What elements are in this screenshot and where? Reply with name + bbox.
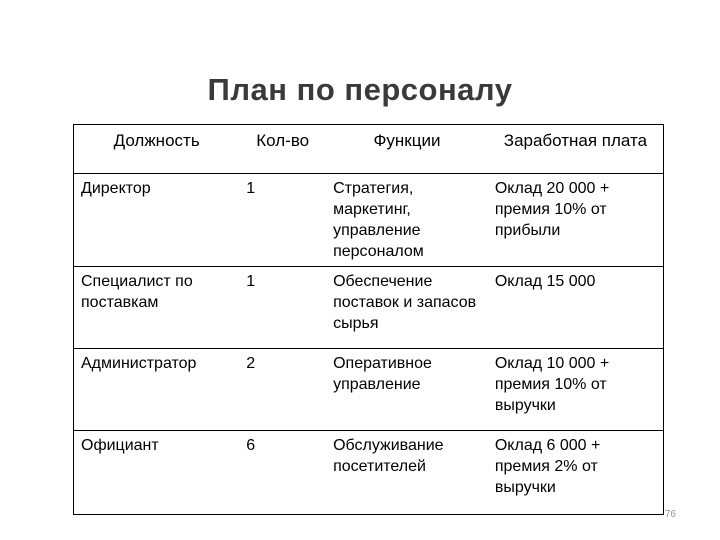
cell-count: 1 (239, 174, 326, 267)
cell-count: 2 (239, 349, 326, 431)
slide-title-text: План по персоналу (207, 72, 513, 107)
cell-functions: Обслуживание посетителей (333, 437, 444, 475)
staff-plan-table (73, 124, 664, 515)
table-row (74, 431, 664, 515)
table-row (74, 267, 664, 349)
table-row (74, 174, 664, 267)
table-row (74, 349, 664, 431)
cell-salary: Оклад 10 000 + премия 10% от выручки (488, 349, 664, 431)
cell-functions: Обеспечение поставок и запасов сырья (326, 267, 488, 349)
cell-count: 1 (239, 267, 326, 349)
slide-title (0, 72, 720, 108)
cell-salary: Оклад 15 000 (488, 267, 664, 349)
cell-functions: Стратегия, маркетинг, управление персоналом (326, 174, 488, 267)
cell-position: Директор (74, 174, 240, 267)
cell-salary: Оклад 6 000 + премия 2% от выручки (494, 437, 601, 496)
page-number: 76 (664, 509, 676, 520)
cell-salary: Оклад 20 000 + премия 10% от прибыли (488, 174, 664, 267)
cell-position: Администратор (74, 349, 240, 431)
cell-count: 6 (246, 437, 256, 454)
cell-functions: Оперативное управление (326, 349, 488, 431)
header-count: Кол-во (239, 125, 326, 174)
table-header-row (74, 125, 664, 174)
header-salary: Заработная плата (488, 125, 664, 174)
cell-position: Специалист по поставкам (74, 267, 240, 349)
header-position: Должность (74, 125, 240, 174)
header-functions: Функции (326, 125, 488, 174)
cell-position: Официант (81, 437, 159, 454)
